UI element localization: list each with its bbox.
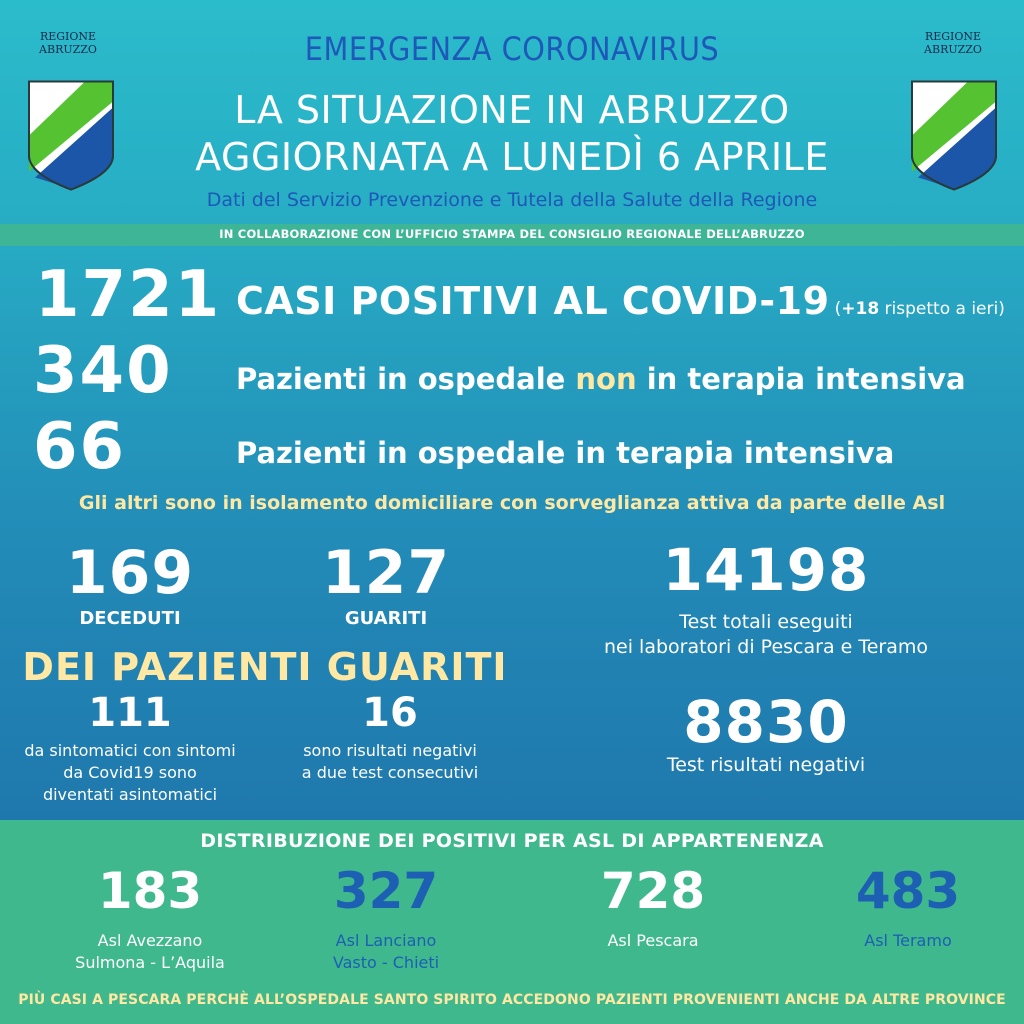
non-intensiva-pre: Pazienti in ospedale [236,362,576,396]
negativi-line-1: sono risultati negativi [303,741,477,760]
asl-avezzano-value: 183 [97,862,203,920]
data-source: Dati del Servizio Prevenzione e Tutela della Salute della Regione [206,189,818,211]
intensiva-value: 66 [33,410,127,484]
guariti-value: 127 [321,538,451,608]
deceduti-value: 169 [65,538,195,608]
casi-delta-text: rispetto a ieri) [879,299,1005,319]
crest-label-line1: REGIONE [924,30,982,43]
test-totali-line-1: Test totali eseguiti [679,611,853,633]
isolation-note: Gli altri sono in isolamento domiciliare con sorveglianza attiva da parte delle Asl [78,492,946,514]
non-intensiva-post: in terapia intensiva [636,362,966,396]
collaboration-text: IN COLLABORAZIONE CON L’UFFICIO STAMPA DEL CONSIGLIO REGIONALE DELL’ABRUZZO [219,227,805,241]
asintomatici-line-1: da sintomatici con sintomi [24,741,236,760]
non-intensiva-label [236,362,966,396]
casi-delta-value: +18 [841,299,880,319]
asintomatici-line-2: da Covid19 sono [63,763,197,782]
casi-positivi-value: 1721 [35,258,222,332]
asl-lanciano-label [276,930,496,974]
emergency-heading: EMERGENZA CORONAVIRUS [304,30,720,68]
test-negativi-label: Test risultati negativi [666,754,866,776]
asl-pescara-value: 728 [600,862,706,920]
asl-teramo-value: 483 [855,862,961,920]
footer-note: PIÙ CASI A PESCARA PERCHÈ ALL’OSPEDALE SANTO SPIRITO ACCEDONO PAZIENTI PROVENIENTI ANCHE DA ALTRE PROVINCE [18,992,1006,1008]
distribution-title: DISTRIBUZIONE DEI POSITIVI PER ASL DI APPARTENENZA [200,830,824,852]
asl-avezzano-line-2: Sulmona - L’Aquila [75,953,225,972]
crest-label-line2: ABRUZZO [39,43,97,56]
asl-avezzano-line-1: Asl Avezzano [97,931,203,950]
intensiva-label: Pazienti in ospedale in terapia intensiva [236,436,895,470]
title-line-1: LA SITUAZIONE IN ABRUZZO [234,88,790,132]
asl-pescara-line-1: Asl Pescara [607,931,699,950]
casi-positivi-row [236,279,1005,323]
test-negativi-value: 8830 [683,688,849,756]
test-totali-value: 14198 [662,536,870,604]
negativi-value: 16 [362,690,418,736]
title-line-2: AGGIORNATA A LUNEDÌ 6 APRILE [195,135,829,179]
test-totali-line-2: nei laboratori di Pescara e Teramo [603,636,929,658]
asl-lanciano-line-2: Vasto - Chieti [332,953,440,972]
casi-delta [835,299,1005,319]
dei-pazienti-guariti-heading: DEI PAZIENTI GUARITI [22,645,508,689]
crest-label-line1: REGIONE [39,30,97,43]
asl-lanciano-line-1: Asl Lanciano [335,931,437,950]
asl-lanciano-value: 327 [333,862,439,920]
asintomatici-line-3: diventati asintomatici [42,785,218,804]
negativi-line-2: a due test consecutivi [301,763,479,782]
asintomatici-description [0,740,260,806]
non-intensiva-value: 340 [33,334,173,408]
asl-teramo-label [798,930,1018,952]
negativi-description [270,740,510,784]
non-highlight: non [575,362,637,396]
asl-pescara-label [543,930,763,952]
asl-avezzano-label [40,930,260,974]
crest-label-line2: ABRUZZO [924,43,982,56]
test-totali-description [566,610,966,660]
casi-positivi-label: CASI POSITIVI AL COVID-19 [236,279,830,323]
deceduti-label: DECEDUTI [79,608,181,629]
asintomatici-value: 111 [88,690,172,736]
asl-teramo-line-1: Asl Teramo [864,931,952,950]
casi-delta-open: ( [834,299,842,319]
guariti-label: GUARITI [344,608,428,629]
